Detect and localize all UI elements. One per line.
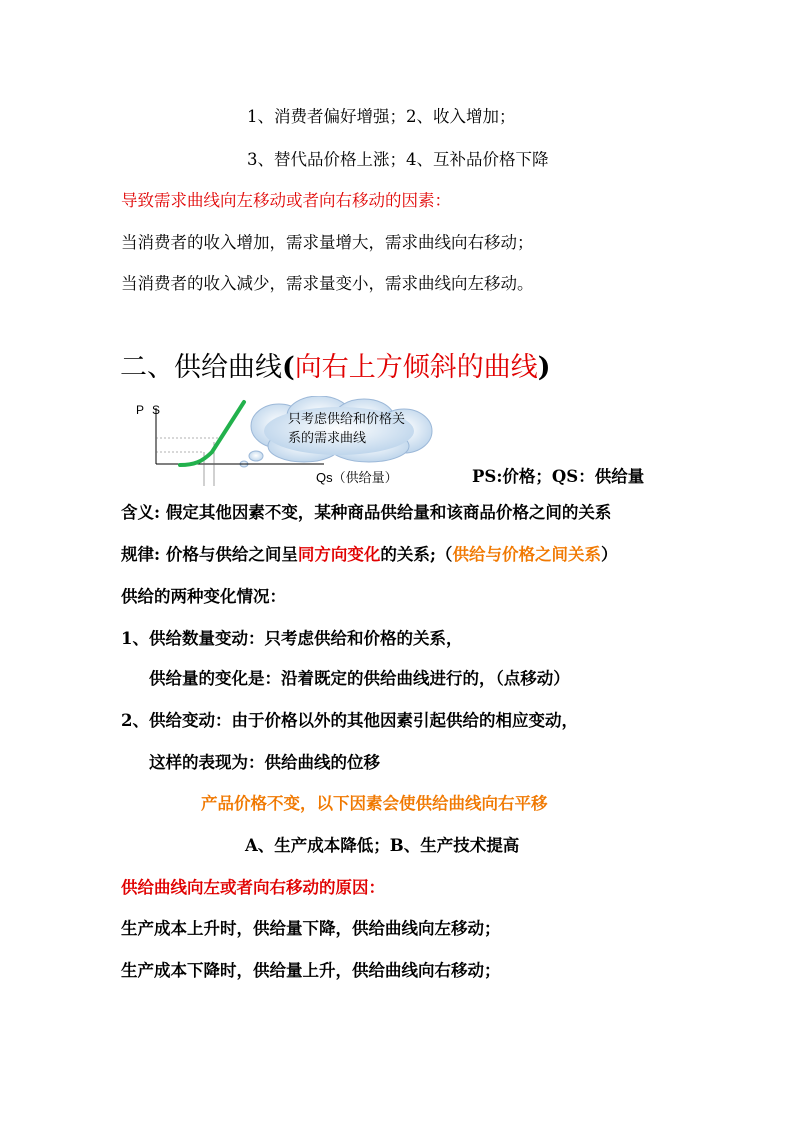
demand-shift-heading: 导致需求曲线向左移动或者向右移动的因素： bbox=[121, 191, 451, 210]
section-title-paren-open: ( bbox=[282, 352, 295, 383]
section-title bbox=[120, 350, 551, 386]
rule-orange-text: 供给与价格之间关系 bbox=[452, 545, 601, 564]
list-line-2: 3、替代品价格上涨；4、互补品价格下降 bbox=[247, 150, 549, 169]
supply-shift-paragraph-1: 生产成本上升时，供给量下降，供给曲线向左移动； bbox=[121, 919, 501, 938]
case-2-line-2: 这样的表现为：供给曲线的位移 bbox=[149, 753, 380, 772]
rule-red-text: 同方向变化 bbox=[297, 545, 381, 564]
right-shift-factors: A、生产成本降低；B、生产技术提高 bbox=[245, 836, 520, 855]
axis-label-s: S bbox=[152, 403, 161, 417]
right-shift-title: 产品价格不变，以下因素会使供给曲线向右平移 bbox=[201, 794, 548, 813]
rule-middle: 的关系;（ bbox=[380, 545, 453, 564]
axis-label-qs: Qs（供给量） bbox=[316, 470, 398, 485]
demand-shift-paragraph-2: 当消费者的收入减少，需求量变小，需求曲线向左移动。 bbox=[121, 274, 534, 293]
case-2-line-1: 2、供给变动：由于价格以外的其他因素引起供给的相应变动， bbox=[121, 711, 578, 730]
supply-shift-paragraph-2: 生产成本下降时，供给量上升，供给曲线向右移动； bbox=[121, 961, 501, 980]
rule-suffix: ） bbox=[600, 545, 618, 564]
case-1-line-1: 1、供给数量变动：只考虑供给和价格的关系， bbox=[121, 629, 463, 648]
section-title-prefix: 二、供给曲线 bbox=[120, 352, 282, 383]
section-title-red: 向右上方倾斜的曲线 bbox=[294, 352, 538, 383]
rule-line bbox=[121, 544, 617, 566]
supply-curve bbox=[180, 402, 244, 465]
cloud-text-line-2: 系的需求曲线 bbox=[288, 430, 367, 445]
section-title-paren-close: ) bbox=[537, 352, 551, 383]
supply-curve-diagram bbox=[124, 396, 469, 488]
two-cases-line: 供给的两种变化情况： bbox=[121, 587, 286, 606]
meaning-line: 含义: 假定其他因素不变，某种商品供给量和该商品价格之间的关系 bbox=[121, 503, 612, 522]
cloud-text-line-1: 只考虑供给和价格关 bbox=[288, 411, 406, 426]
axis-label-p: P bbox=[136, 403, 145, 417]
ps-note: PS:价格；QS：供给量 bbox=[472, 467, 645, 486]
demand-shift-paragraph-1: 当消费者的收入增加，需求量增大，需求曲线向右移动； bbox=[121, 233, 534, 252]
supply-shift-heading: 供给曲线向左或者向右移动的原因： bbox=[121, 878, 385, 897]
rule-prefix: 规律: 价格与供给之间呈 bbox=[121, 545, 298, 564]
case-1-line-2: 供给量的变化是：沿着既定的供给曲线进行的，（点移动） bbox=[149, 669, 570, 688]
list-line-1: 1、消费者偏好增强；2、收入增加； bbox=[247, 107, 516, 126]
